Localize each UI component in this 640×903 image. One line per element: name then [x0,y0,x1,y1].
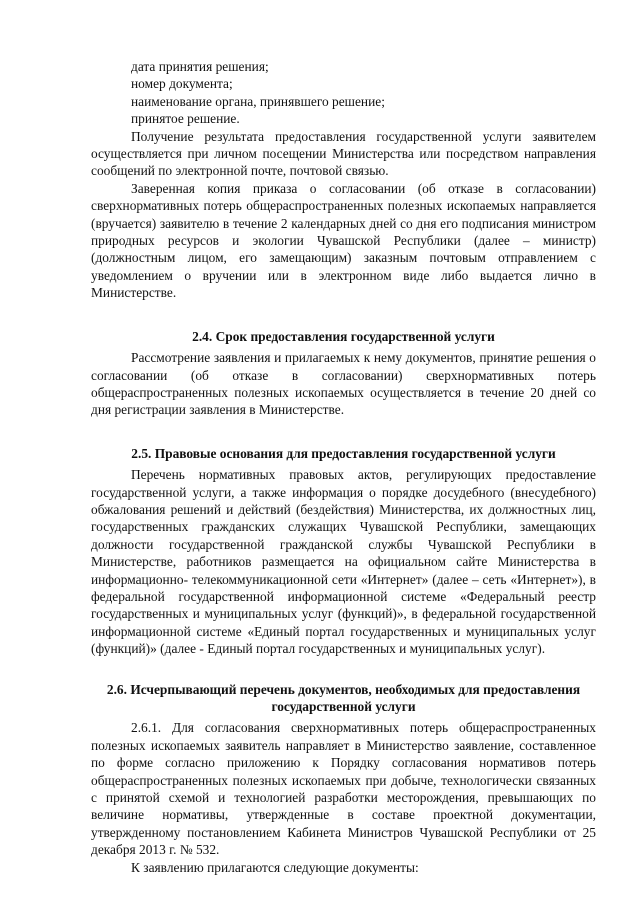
list-item-decision: принятое решение. [131,111,240,127]
paragraph-section-2-4: Рассмотрение заявления и прилагаемых к нему документов, принятие решения о согласовании (об отказе в согласовании) сверхнормативных потерь общераспространенных полезных ископаемых осуществляется в течение 20 дней со дня регистрации заявления в Министерстве. [91,350,596,418]
heading-section-2-5: 2.5. Правовые основания для предоставления государственной услуги [131,445,556,461]
heading-section-2-6-line1: 2.6. Исчерпывающий перечень документов, необходимых для предоставления [106,681,581,697]
list-item-document-number: номер документа; [131,76,233,92]
paragraph-certified-copy: Заверенная копия приказа о согласовании (об отказе в согласовании) сверхнормативных потерь общераспространенных полезных ископаемых направляется (вручается) заявителю в течение 2 календарных дней со дня его подписания министром природных ресурсов и экологии Чувашской Республики (далее – министр) (должностным лицом, его замещающим) заказным почтовым отправлением с уведомлением о вручении или в электронном виде либо выдается лично в Министерстве. [91,180,596,301]
heading-section-2-6-line2: государственной услуги [271,699,416,714]
paragraph-result-delivery: Получение результата предоставления государственной услуги заявителем осуществляется при личном посещении Министерства или посредством направления сообщений по электронной почте, почтовой связью. [91,128,596,179]
document-page [91,58,596,876]
heading-section-2-4: 2.4. Срок предоставления государственной услуги [192,328,495,344]
list-item-decision-date: дата принятия решения; [131,59,269,74]
list-item-authority-name: наименование органа, принявшего решение; [131,93,385,109]
paragraph-section-2-6-attachments: К заявлению прилагаются следующие документы: [131,859,419,875]
paragraph-section-2-5: Перечень нормативных правовых актов, регулирующих предоставление государственной услуги, а также информация о порядке досудебного (внесудебного) обжалования решений и действий (бездействия) Министерства, их должностных лиц, государственных гражданских служащих Чувашской Республики, замещающих должности государственной гражданской службы Чувашской Республики в Министерстве, работников размещается на официальном сайте Министерства в информационно- телекоммуникационной сети «Интернет» (далее – сеть «Интернет»), в федеральной государственной информационной системе «Федеральный реестр государственных и муниципальных услуг (функций)», в федеральной государственной информационной системе «Единый портал государственных и муниципальных услуг (функций)» (далее - Единый портал государственных и муниципальных услуг). [91,467,596,657]
paragraph-section-2-6-1: 2.6.1. Для согласования сверхнормативных потерь общераспространенных полезных ископаемых заявитель направляет в Министерство заявление, составленное по форме согласно приложению к Порядку согласования нормативов потерь общераспространенных полезных ископаемых при добыче, технологически связанных с принятой схемой и технологией разработки месторождения, превышающих по величине нормативы, утвержденные в составе проектной документации, утвержденному постановлением Кабинета Министров Чувашской Республики от 25 декабря 2013 г. № 532. [91,720,596,858]
